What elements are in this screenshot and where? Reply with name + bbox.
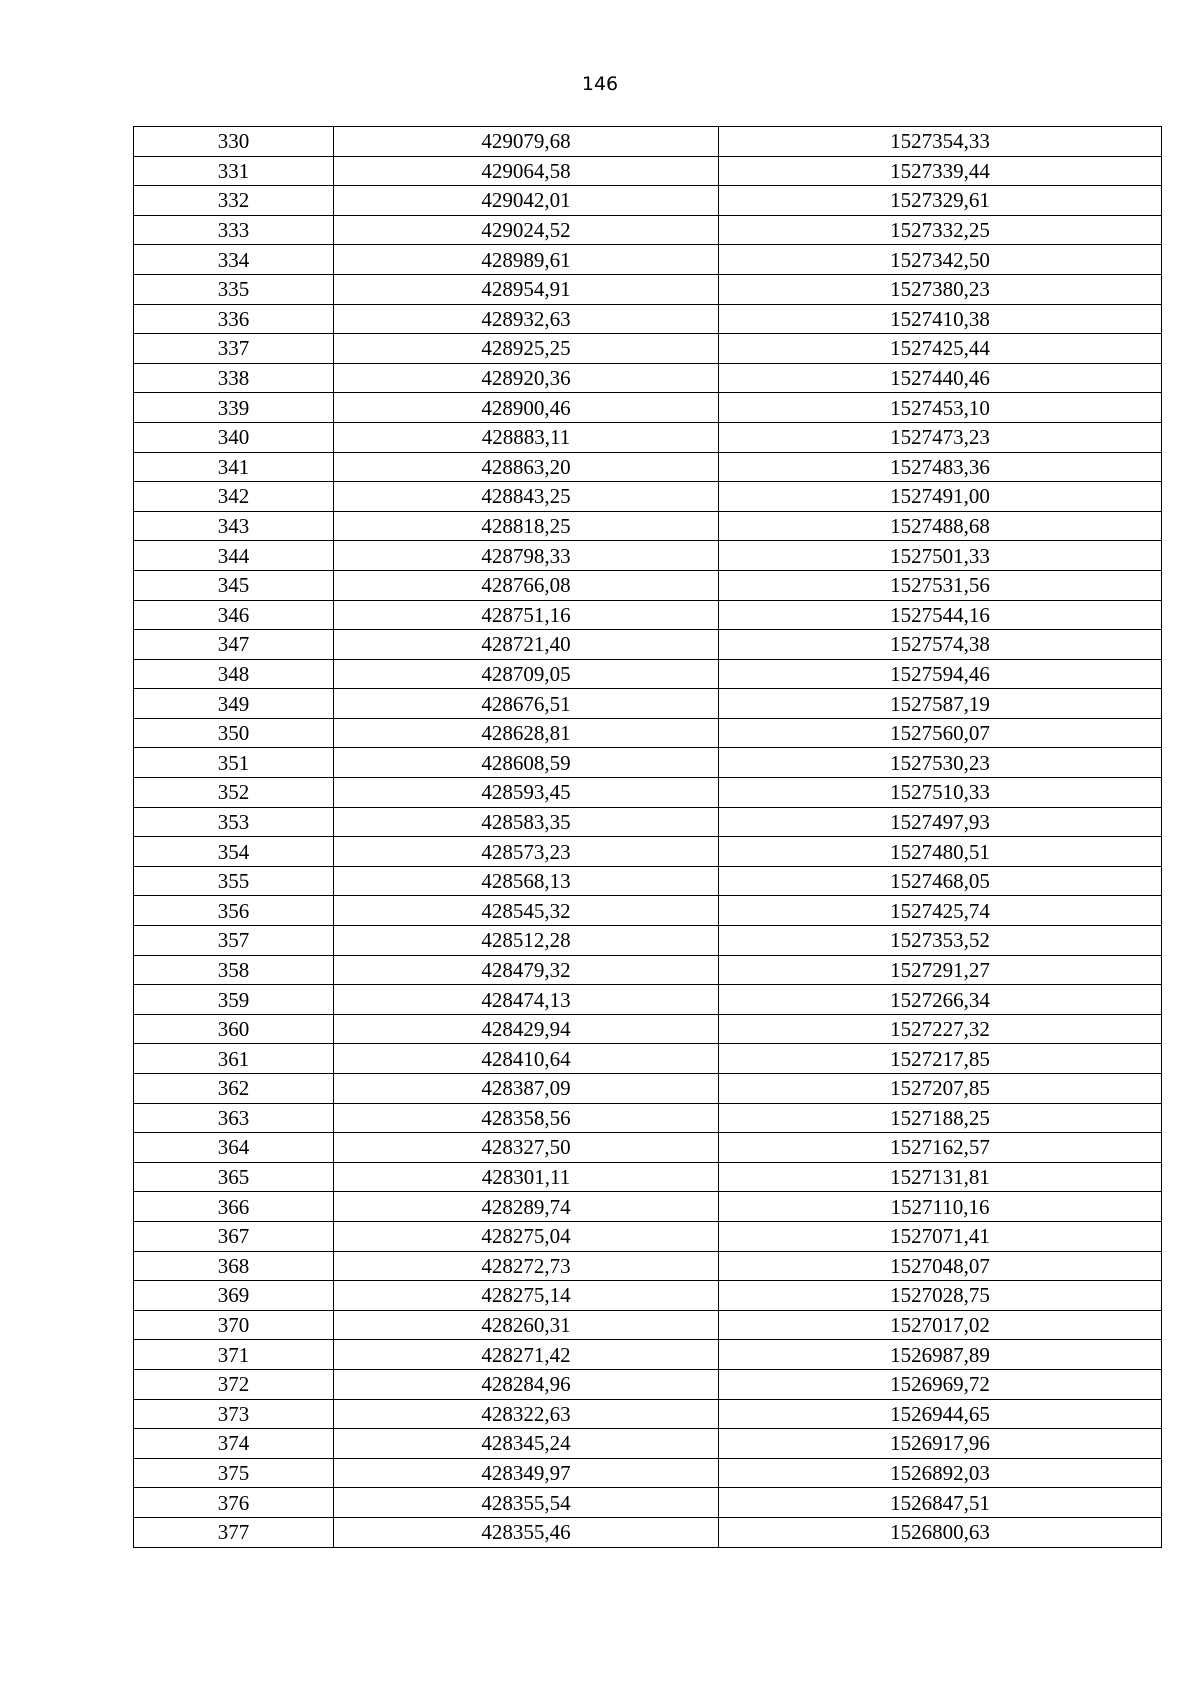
x-coordinate-cell: 428925,25 xyxy=(334,334,719,364)
point-number-cell: 377 xyxy=(134,1517,334,1547)
y-coordinate-cell: 1527425,44 xyxy=(719,334,1162,364)
point-number-cell: 332 xyxy=(134,186,334,216)
x-coordinate-cell: 428545,32 xyxy=(334,896,719,926)
y-coordinate-cell: 1526917,96 xyxy=(719,1429,1162,1459)
y-coordinate-cell: 1527510,33 xyxy=(719,778,1162,808)
point-number-cell: 358 xyxy=(134,955,334,985)
x-coordinate-cell: 428593,45 xyxy=(334,778,719,808)
y-coordinate-cell: 1527162,57 xyxy=(719,1133,1162,1163)
x-coordinate-cell: 428608,59 xyxy=(334,748,719,778)
y-coordinate-cell: 1527207,85 xyxy=(719,1074,1162,1104)
table-row xyxy=(134,1340,1162,1370)
point-number-cell: 373 xyxy=(134,1399,334,1429)
table-row xyxy=(134,896,1162,926)
table-row xyxy=(134,1103,1162,1133)
table-row xyxy=(134,156,1162,186)
y-coordinate-cell: 1527473,23 xyxy=(719,422,1162,452)
y-coordinate-cell: 1527048,07 xyxy=(719,1251,1162,1281)
point-number-cell: 346 xyxy=(134,600,334,630)
point-number-cell: 342 xyxy=(134,482,334,512)
point-number-cell: 336 xyxy=(134,304,334,334)
x-coordinate-cell: 428345,24 xyxy=(334,1429,719,1459)
point-number-cell: 371 xyxy=(134,1340,334,1370)
point-number-cell: 374 xyxy=(134,1429,334,1459)
y-coordinate-cell: 1527329,61 xyxy=(719,186,1162,216)
y-coordinate-cell: 1527497,93 xyxy=(719,807,1162,837)
point-number-cell: 344 xyxy=(134,541,334,571)
x-coordinate-cell: 428327,50 xyxy=(334,1133,719,1163)
point-number-cell: 334 xyxy=(134,245,334,275)
x-coordinate-cell: 428512,28 xyxy=(334,926,719,956)
x-coordinate-cell: 428272,73 xyxy=(334,1251,719,1281)
x-coordinate-cell: 428479,32 xyxy=(334,955,719,985)
x-coordinate-cell: 428863,20 xyxy=(334,452,719,482)
y-coordinate-cell: 1527480,51 xyxy=(719,837,1162,867)
point-number-cell: 349 xyxy=(134,689,334,719)
table-row xyxy=(134,570,1162,600)
point-number-cell: 353 xyxy=(134,807,334,837)
x-coordinate-cell: 428289,74 xyxy=(334,1192,719,1222)
x-coordinate-cell: 428387,09 xyxy=(334,1074,719,1104)
table-row xyxy=(134,955,1162,985)
point-number-cell: 348 xyxy=(134,659,334,689)
table-row xyxy=(134,1429,1162,1459)
y-coordinate-cell: 1527488,68 xyxy=(719,511,1162,541)
table-row xyxy=(134,985,1162,1015)
x-coordinate-cell: 429064,58 xyxy=(334,156,719,186)
y-coordinate-cell: 1527131,81 xyxy=(719,1162,1162,1192)
table-row xyxy=(134,807,1162,837)
table-row xyxy=(134,511,1162,541)
y-coordinate-cell: 1527339,44 xyxy=(719,156,1162,186)
coordinates-table xyxy=(133,126,1162,1548)
table-row xyxy=(134,452,1162,482)
y-coordinate-cell: 1527544,16 xyxy=(719,600,1162,630)
table-row xyxy=(134,1162,1162,1192)
point-number-cell: 369 xyxy=(134,1281,334,1311)
y-coordinate-cell: 1526892,03 xyxy=(719,1458,1162,1488)
x-coordinate-cell: 428766,08 xyxy=(334,570,719,600)
y-coordinate-cell: 1527291,27 xyxy=(719,955,1162,985)
table-row xyxy=(134,748,1162,778)
table-row xyxy=(134,1074,1162,1104)
x-coordinate-cell: 428989,61 xyxy=(334,245,719,275)
table-row xyxy=(134,245,1162,275)
y-coordinate-cell: 1527217,85 xyxy=(719,1044,1162,1074)
x-coordinate-cell: 428798,33 xyxy=(334,541,719,571)
point-number-cell: 339 xyxy=(134,393,334,423)
x-coordinate-cell: 428628,81 xyxy=(334,718,719,748)
x-coordinate-cell: 428573,23 xyxy=(334,837,719,867)
point-number-cell: 361 xyxy=(134,1044,334,1074)
x-coordinate-cell: 428271,42 xyxy=(334,1340,719,1370)
point-number-cell: 337 xyxy=(134,334,334,364)
point-number-cell: 360 xyxy=(134,1014,334,1044)
y-coordinate-cell: 1527410,38 xyxy=(719,304,1162,334)
table-row xyxy=(134,215,1162,245)
y-coordinate-cell: 1527380,23 xyxy=(719,274,1162,304)
x-coordinate-cell: 428954,91 xyxy=(334,274,719,304)
point-number-cell: 331 xyxy=(134,156,334,186)
point-number-cell: 330 xyxy=(134,127,334,157)
y-coordinate-cell: 1527354,33 xyxy=(719,127,1162,157)
y-coordinate-cell: 1527468,05 xyxy=(719,866,1162,896)
table-row xyxy=(134,393,1162,423)
point-number-cell: 351 xyxy=(134,748,334,778)
table-row xyxy=(134,363,1162,393)
point-number-cell: 355 xyxy=(134,866,334,896)
table-row xyxy=(134,718,1162,748)
x-coordinate-cell: 428275,14 xyxy=(334,1281,719,1311)
x-coordinate-cell: 428301,11 xyxy=(334,1162,719,1192)
y-coordinate-cell: 1527266,34 xyxy=(719,985,1162,1015)
y-coordinate-cell: 1527440,46 xyxy=(719,363,1162,393)
x-coordinate-cell: 428355,46 xyxy=(334,1517,719,1547)
point-number-cell: 340 xyxy=(134,422,334,452)
point-number-cell: 354 xyxy=(134,837,334,867)
x-coordinate-cell: 428583,35 xyxy=(334,807,719,837)
y-coordinate-cell: 1527560,07 xyxy=(719,718,1162,748)
x-coordinate-cell: 428676,51 xyxy=(334,689,719,719)
table-row xyxy=(134,600,1162,630)
x-coordinate-cell: 428429,94 xyxy=(334,1014,719,1044)
point-number-cell: 366 xyxy=(134,1192,334,1222)
y-coordinate-cell: 1527017,02 xyxy=(719,1310,1162,1340)
point-number-cell: 356 xyxy=(134,896,334,926)
y-coordinate-cell: 1527501,33 xyxy=(719,541,1162,571)
point-number-cell: 352 xyxy=(134,778,334,808)
x-coordinate-cell: 428920,36 xyxy=(334,363,719,393)
point-number-cell: 370 xyxy=(134,1310,334,1340)
point-number-cell: 363 xyxy=(134,1103,334,1133)
table-row xyxy=(134,630,1162,660)
y-coordinate-cell: 1526987,89 xyxy=(719,1340,1162,1370)
x-coordinate-cell: 428349,97 xyxy=(334,1458,719,1488)
table-row xyxy=(134,926,1162,956)
x-coordinate-cell: 428410,64 xyxy=(334,1044,719,1074)
x-coordinate-cell: 428284,96 xyxy=(334,1369,719,1399)
point-number-cell: 359 xyxy=(134,985,334,1015)
point-number-cell: 350 xyxy=(134,718,334,748)
coordinates-table-body xyxy=(134,127,1162,1548)
table-row xyxy=(134,659,1162,689)
page-number: 146 xyxy=(581,73,619,95)
y-coordinate-cell: 1527342,50 xyxy=(719,245,1162,275)
y-coordinate-cell: 1527425,74 xyxy=(719,896,1162,926)
table-row xyxy=(134,837,1162,867)
y-coordinate-cell: 1527574,38 xyxy=(719,630,1162,660)
x-coordinate-cell: 428709,05 xyxy=(334,659,719,689)
point-number-cell: 345 xyxy=(134,570,334,600)
point-number-cell: 367 xyxy=(134,1221,334,1251)
table-row xyxy=(134,1133,1162,1163)
point-number-cell: 376 xyxy=(134,1488,334,1518)
table-row xyxy=(134,541,1162,571)
table-row xyxy=(134,1488,1162,1518)
x-coordinate-cell: 429042,01 xyxy=(334,186,719,216)
table-row xyxy=(134,689,1162,719)
x-coordinate-cell: 428275,04 xyxy=(334,1221,719,1251)
x-coordinate-cell: 428721,40 xyxy=(334,630,719,660)
y-coordinate-cell: 1527227,32 xyxy=(719,1014,1162,1044)
y-coordinate-cell: 1526969,72 xyxy=(719,1369,1162,1399)
point-number-cell: 335 xyxy=(134,274,334,304)
point-number-cell: 364 xyxy=(134,1133,334,1163)
y-coordinate-cell: 1527071,41 xyxy=(719,1221,1162,1251)
y-coordinate-cell: 1527453,10 xyxy=(719,393,1162,423)
point-number-cell: 347 xyxy=(134,630,334,660)
table-row xyxy=(134,778,1162,808)
y-coordinate-cell: 1526800,63 xyxy=(719,1517,1162,1547)
point-number-cell: 368 xyxy=(134,1251,334,1281)
table-row xyxy=(134,127,1162,157)
x-coordinate-cell: 428751,16 xyxy=(334,600,719,630)
x-coordinate-cell: 428818,25 xyxy=(334,511,719,541)
table-row xyxy=(134,1192,1162,1222)
x-coordinate-cell: 428900,46 xyxy=(334,393,719,423)
table-row xyxy=(134,274,1162,304)
table-row xyxy=(134,1369,1162,1399)
y-coordinate-cell: 1527491,00 xyxy=(719,482,1162,512)
x-coordinate-cell: 428568,13 xyxy=(334,866,719,896)
point-number-cell: 341 xyxy=(134,452,334,482)
y-coordinate-cell: 1526847,51 xyxy=(719,1488,1162,1518)
y-coordinate-cell: 1527530,23 xyxy=(719,748,1162,778)
y-coordinate-cell: 1527594,46 xyxy=(719,659,1162,689)
table-row xyxy=(134,866,1162,896)
point-number-cell: 333 xyxy=(134,215,334,245)
table-row xyxy=(134,334,1162,364)
x-coordinate-cell: 429079,68 xyxy=(334,127,719,157)
x-coordinate-cell: 428932,63 xyxy=(334,304,719,334)
table-row xyxy=(134,482,1162,512)
table-row xyxy=(134,186,1162,216)
y-coordinate-cell: 1527353,52 xyxy=(719,926,1162,956)
y-coordinate-cell: 1527028,75 xyxy=(719,1281,1162,1311)
point-number-cell: 357 xyxy=(134,926,334,956)
x-coordinate-cell: 428322,63 xyxy=(334,1399,719,1429)
x-coordinate-cell: 429024,52 xyxy=(334,215,719,245)
table-row xyxy=(134,304,1162,334)
point-number-cell: 362 xyxy=(134,1074,334,1104)
x-coordinate-cell: 428260,31 xyxy=(334,1310,719,1340)
y-coordinate-cell: 1526944,65 xyxy=(719,1399,1162,1429)
x-coordinate-cell: 428355,54 xyxy=(334,1488,719,1518)
y-coordinate-cell: 1527531,56 xyxy=(719,570,1162,600)
y-coordinate-cell: 1527110,16 xyxy=(719,1192,1162,1222)
table-row xyxy=(134,1281,1162,1311)
x-coordinate-cell: 428358,56 xyxy=(334,1103,719,1133)
x-coordinate-cell: 428883,11 xyxy=(334,422,719,452)
point-number-cell: 338 xyxy=(134,363,334,393)
y-coordinate-cell: 1527332,25 xyxy=(719,215,1162,245)
y-coordinate-cell: 1527587,19 xyxy=(719,689,1162,719)
table-row xyxy=(134,1014,1162,1044)
table-row xyxy=(134,1221,1162,1251)
point-number-cell: 365 xyxy=(134,1162,334,1192)
point-number-cell: 375 xyxy=(134,1458,334,1488)
point-number-cell: 372 xyxy=(134,1369,334,1399)
x-coordinate-cell: 428843,25 xyxy=(334,482,719,512)
table-row xyxy=(134,1044,1162,1074)
y-coordinate-cell: 1527483,36 xyxy=(719,452,1162,482)
table-row xyxy=(134,1310,1162,1340)
x-coordinate-cell: 428474,13 xyxy=(334,985,719,1015)
table-row xyxy=(134,422,1162,452)
point-number-cell: 343 xyxy=(134,511,334,541)
table-row xyxy=(134,1517,1162,1547)
table-row xyxy=(134,1251,1162,1281)
table-row xyxy=(134,1399,1162,1429)
y-coordinate-cell: 1527188,25 xyxy=(719,1103,1162,1133)
table-row xyxy=(134,1458,1162,1488)
